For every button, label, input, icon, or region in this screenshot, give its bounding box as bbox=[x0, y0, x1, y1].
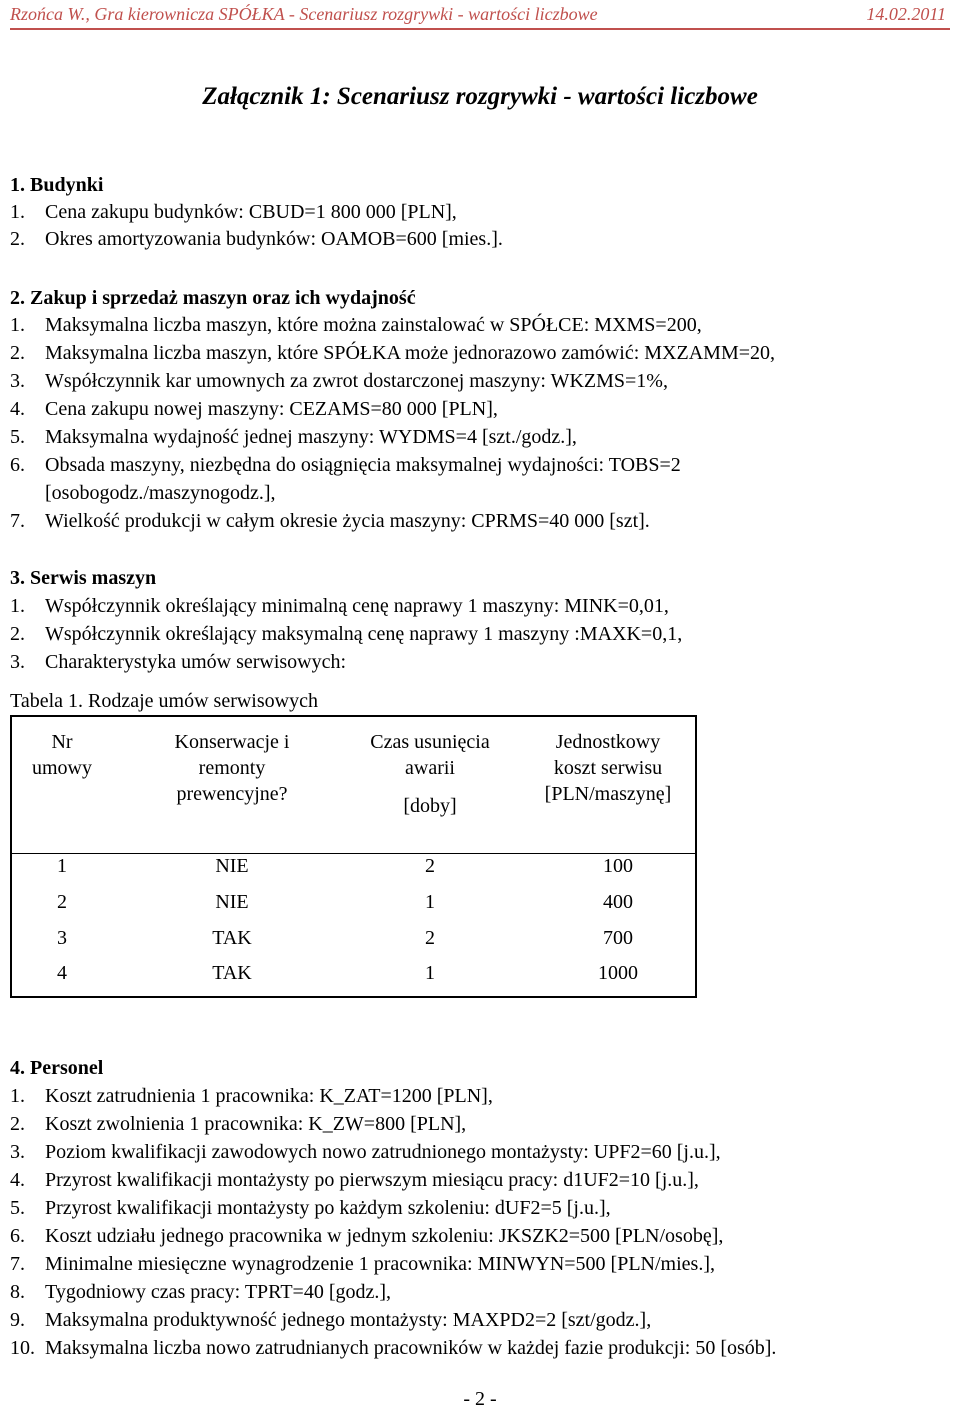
section-title-machines: 2. Zakup i sprzedaż maszyn oraz ich wydajność bbox=[10, 287, 416, 309]
list-item: 10. Maksymalna liczba nowo zatrudnianych pracowników w każdej fazie produkcji: 50 [osób]. bbox=[10, 1337, 777, 1359]
page-header bbox=[10, 4, 950, 30]
list-item: 4. Przyrost kwalifikacji montażysty po pierwszym miesiącu pracy: d1UF2=10 [j.u.], bbox=[10, 1169, 699, 1191]
list-item: 2. Koszt zwolnienia 1 pracownika: K_ZW=800 [PLN], bbox=[10, 1113, 467, 1135]
page-number: - 2 - bbox=[463, 1388, 497, 1410]
list-item: 9. Maksymalna produktywność jednego montażysty: MAXPD2=2 [szt/godz.], bbox=[10, 1309, 652, 1331]
table-cell: 4 bbox=[57, 962, 67, 984]
column-header-contract-no: Nr umowy bbox=[32, 731, 92, 779]
list-item: 2. Okres amortyzowania budynków: OAMOB=600 [mies.]. bbox=[10, 228, 503, 250]
table-cell: TAK bbox=[212, 927, 252, 949]
table-cell: NIE bbox=[215, 891, 249, 913]
list-item: 7. Wielkość produkcji w całym okresie życia maszyny: CPRMS=40 000 [szt]. bbox=[10, 510, 650, 532]
table-cell: 1 bbox=[425, 891, 435, 913]
table-cell: 3 bbox=[57, 927, 67, 949]
section-title-service: 3. Serwis maszyn bbox=[10, 567, 157, 589]
list-item: 5. Przyrost kwalifikacji montażysty po każdym szkoleniu: dUF2=5 [j.u.], bbox=[10, 1197, 611, 1219]
list-item: 2. Maksymalna liczba maszyn, które SPÓŁKA może jednorazowo zamówić: MXZAMM=20, bbox=[10, 342, 776, 364]
list-item-continuation: [osobogodz./maszynogodz.], bbox=[45, 482, 276, 504]
table-cell: 2 bbox=[57, 891, 67, 913]
document-title: Załącznik 1: Scenariusz rozgrywki - wartości liczbowe bbox=[202, 83, 758, 110]
table-cell: 1000 bbox=[598, 962, 638, 984]
table-cell: 400 bbox=[603, 891, 633, 913]
list-item: 4. Cena zakupu nowej maszyny: CEZAMS=80 000 [PLN], bbox=[10, 398, 498, 420]
list-item: 7. Minimalne miesięczne wynagrodzenie 1 pracownika: MINWYN=500 [PLN/mies.], bbox=[10, 1253, 715, 1275]
table-cell: 1 bbox=[57, 855, 67, 877]
list-item: 2. Współczynnik określający maksymalną cenę naprawy 1 maszyny :MAXK=0,1, bbox=[10, 623, 683, 645]
list-item: 6. Koszt udziału jednego pracownika w jednym szkoleniu: JKSZK2=500 [PLN/osobę], bbox=[10, 1225, 724, 1247]
list-item: 3. Poziom kwalifikacji zawodowych nowo zatrudnionego montażysty: UPF2=60 [j.u.], bbox=[10, 1141, 721, 1163]
column-header-unit-cost: Jednostkowy koszt serwisu [PLN/maszynę] bbox=[544, 731, 672, 805]
list-item: 1. Maksymalna liczba maszyn, które można zainstalować w SPÓŁCE: MXMS=200, bbox=[10, 314, 702, 336]
table-cell: 1 bbox=[425, 962, 435, 984]
table-caption: Tabela 1. Rodzaje umów serwisowych bbox=[10, 690, 318, 712]
list-item: 6. Obsada maszyny, niezbędna do osiągnięcia maksymalnej wydajności: TOBS=2 bbox=[10, 454, 681, 476]
list-item: 5. Maksymalna wydajność jednej maszyny: WYDMS=4 [szt./godz.], bbox=[10, 426, 577, 448]
table-cell: NIE bbox=[215, 855, 249, 877]
header-title: Rzońca W., Gra kierownicza SPÓŁKA - Scenariusz rozgrywki - wartości liczbowe bbox=[10, 4, 598, 24]
service-contracts-table bbox=[10, 715, 697, 998]
list-item: 3. Współczynnik kar umownych za zwrot dostarczonej maszyny: WKZMS=1%, bbox=[10, 370, 668, 392]
table-cell: 2 bbox=[425, 927, 435, 949]
list-item: 1. Współczynnik określający minimalną cenę naprawy 1 maszyny: MINK=0,01, bbox=[10, 595, 669, 617]
table-cell: 100 bbox=[603, 855, 633, 877]
list-item: 1. Koszt zatrudnienia 1 pracownika: K_ZAT=1200 [PLN], bbox=[10, 1085, 493, 1107]
section-title-buildings: 1. Budynki bbox=[10, 174, 104, 196]
column-header-maintenance: Konserwacje i remonty prewencyjne? bbox=[174, 731, 290, 805]
section-title-personnel: 4. Personel bbox=[10, 1057, 104, 1079]
table-cell: 700 bbox=[603, 927, 633, 949]
list-item: 3. Charakterystyka umów serwisowych: bbox=[10, 651, 347, 673]
column-header-repair-time: Czas usunięcia awarii [doby] bbox=[370, 731, 490, 817]
list-item: 1. Cena zakupu budynków: CBUD=1 800 000 [PLN], bbox=[10, 201, 457, 223]
header-date: 14.02.2011 bbox=[866, 4, 946, 24]
list-item: 8. Tygodniowy czas pracy: TPRT=40 [godz.], bbox=[10, 1281, 392, 1303]
table-cell: 2 bbox=[425, 855, 435, 877]
table-cell: TAK bbox=[212, 962, 252, 984]
table-header-separator bbox=[12, 853, 695, 854]
